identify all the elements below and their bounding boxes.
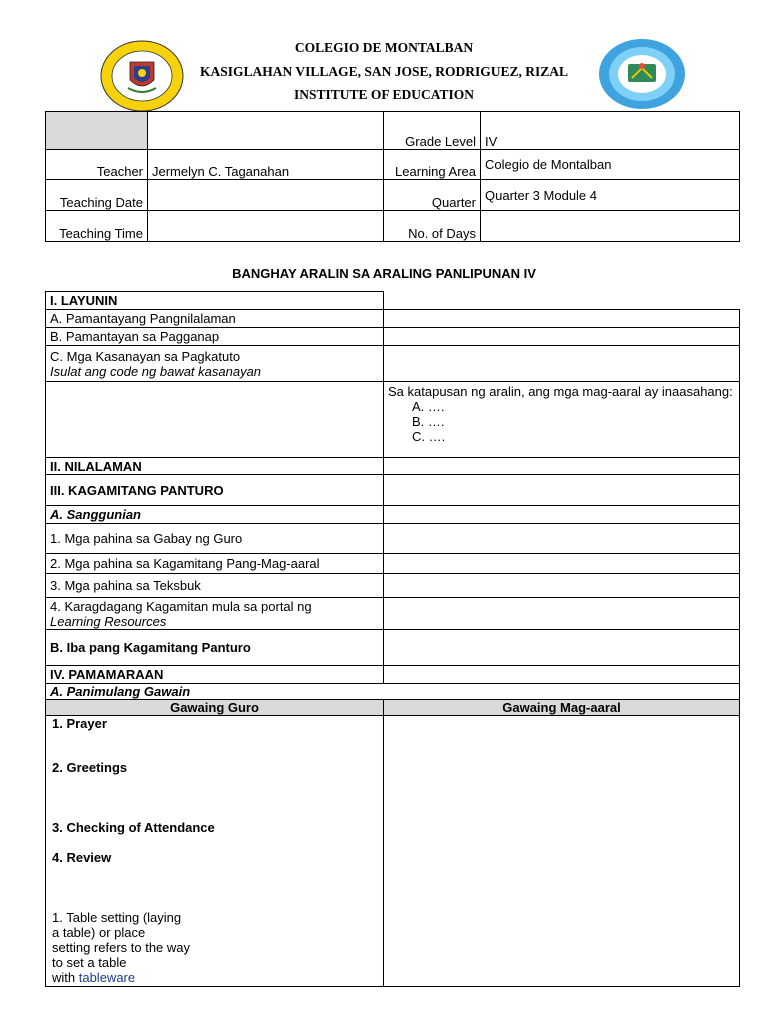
note-line: to set a table xyxy=(52,955,127,970)
teksbuk-row: 3. Mga pahina sa Teksbuk xyxy=(46,574,384,598)
teacher-value: Jermelyn C. Taganahan xyxy=(148,150,384,180)
karagdagang-row xyxy=(46,598,384,630)
teacher-info-table xyxy=(45,111,740,242)
lesson-plan-table xyxy=(45,291,740,987)
grade-level-label: Grade Level xyxy=(384,112,481,150)
school-name: COLEGIO DE MONTALBAN xyxy=(294,40,474,55)
teaching-date-value xyxy=(148,180,384,211)
empty-cell xyxy=(384,458,740,475)
institute-of-education-logo xyxy=(598,38,686,110)
empty-cell xyxy=(384,328,740,346)
teaching-time-value xyxy=(148,211,384,242)
empty-cell xyxy=(384,630,740,666)
kasanayan-note: Isulat ang code ng bawat kasanayan xyxy=(50,363,262,379)
school-address: KASIGLAHAN VILLAGE, SAN JOSE, RODRIGUEZ, RIZAL xyxy=(199,64,569,79)
note-line: setting refers to the way xyxy=(52,940,191,955)
empty-cell xyxy=(384,598,740,630)
attendance-item: 3. Checking of Attendance xyxy=(52,820,215,835)
teaching-date-label: Teaching Date xyxy=(46,180,148,211)
institute-name: INSTITUTE OF EDUCATION xyxy=(293,87,475,102)
objective-b: B. …. xyxy=(412,414,445,429)
teacher-label: Teacher xyxy=(46,150,148,180)
gawaing-mag-aaral-cell xyxy=(384,716,740,987)
empty-cell xyxy=(384,524,740,554)
empty-cell xyxy=(384,574,740,598)
gawaing-guro-cell xyxy=(46,716,384,987)
kagamitan-heading: III. KAGAMITANG PANTURO xyxy=(46,475,384,506)
nilalaman-heading: II. NILALAMAN xyxy=(46,458,384,475)
gawaing-mag-aaral-header: Gawaing Mag-aaral xyxy=(384,700,740,716)
empty-cell xyxy=(384,475,740,506)
learning-area-value: Colegio de Montalban xyxy=(481,150,740,180)
kasanayan-row xyxy=(46,346,384,382)
empty-cell xyxy=(384,346,740,382)
pagganap-row: B. Pamantayan sa Pagganap xyxy=(46,328,384,346)
pang-mag-aaral-row: 2. Mga pahina sa Kagamitang Pang-Mag-aaral xyxy=(46,554,384,574)
greetings-item: 2. Greetings xyxy=(52,760,128,775)
table-setting-note xyxy=(52,910,190,985)
gawaing-guro-header: Gawaing Guro xyxy=(46,700,384,716)
empty-cell xyxy=(384,666,740,684)
tableware-link[interactable]: tableware xyxy=(78,970,136,985)
empty-cell xyxy=(46,382,384,458)
no-of-days-label: No. of Days xyxy=(384,211,481,242)
colegio-de-montalban-logo xyxy=(100,40,184,112)
empty-cell xyxy=(384,506,740,524)
grade-level-value: IV xyxy=(481,112,740,150)
prayer-item: 1. Prayer xyxy=(52,716,107,731)
lesson-plan-title: BANGHAY ARALIN SA ARALING PANLIPUNAN IV xyxy=(232,266,536,281)
note-line: a table) or place xyxy=(52,925,146,940)
iba-pang-row: B. Iba pang Kagamitang Panturo xyxy=(46,630,384,666)
teaching-time-label: Teaching Time xyxy=(46,211,148,242)
objective-c: C. …. xyxy=(412,429,446,444)
no-of-days-value xyxy=(481,211,740,242)
objectives-cell xyxy=(384,382,740,458)
karagdagang-label: 4. Karagdagang Kagamitan mula sa portal ng xyxy=(50,598,312,614)
pamamaraan-heading: IV. PAMAMARAAN xyxy=(46,666,384,684)
learning-area-label: Learning Area xyxy=(384,150,481,180)
review-item: 4. Review xyxy=(52,850,112,865)
empty-cell xyxy=(384,554,740,574)
note-line-with xyxy=(52,970,190,985)
gabay-row: 1. Mga pahina sa Gabay ng Guro xyxy=(46,524,384,554)
empty-cell xyxy=(384,292,740,310)
note-line: 1. Table setting (laying xyxy=(52,910,182,925)
info-blank-cell xyxy=(148,112,384,150)
layunin-heading: I. LAYUNIN xyxy=(46,292,384,310)
objective-a: A. …. xyxy=(412,399,445,414)
kasanayan-label: C. Mga Kasanayan sa Pagkatuto xyxy=(50,348,241,364)
sanggunian-heading: A. Sanggunian xyxy=(46,506,384,524)
panimulang-heading: A. Panimulang Gawain xyxy=(46,684,740,700)
learning-resources-label: Learning Resources xyxy=(50,613,167,629)
note-with-text: with xyxy=(52,970,79,985)
quarter-label: Quarter xyxy=(384,180,481,211)
empty-cell xyxy=(384,310,740,328)
pangnilalaman-row: A. Pamantayang Pangnilalaman xyxy=(46,310,384,328)
info-blank-cell xyxy=(46,112,148,150)
quarter-value: Quarter 3 Module 4 xyxy=(481,180,740,211)
objectives-intro: Sa katapusan ng aralin, ang mga mag-aaral ay inaasahang: xyxy=(388,384,733,399)
